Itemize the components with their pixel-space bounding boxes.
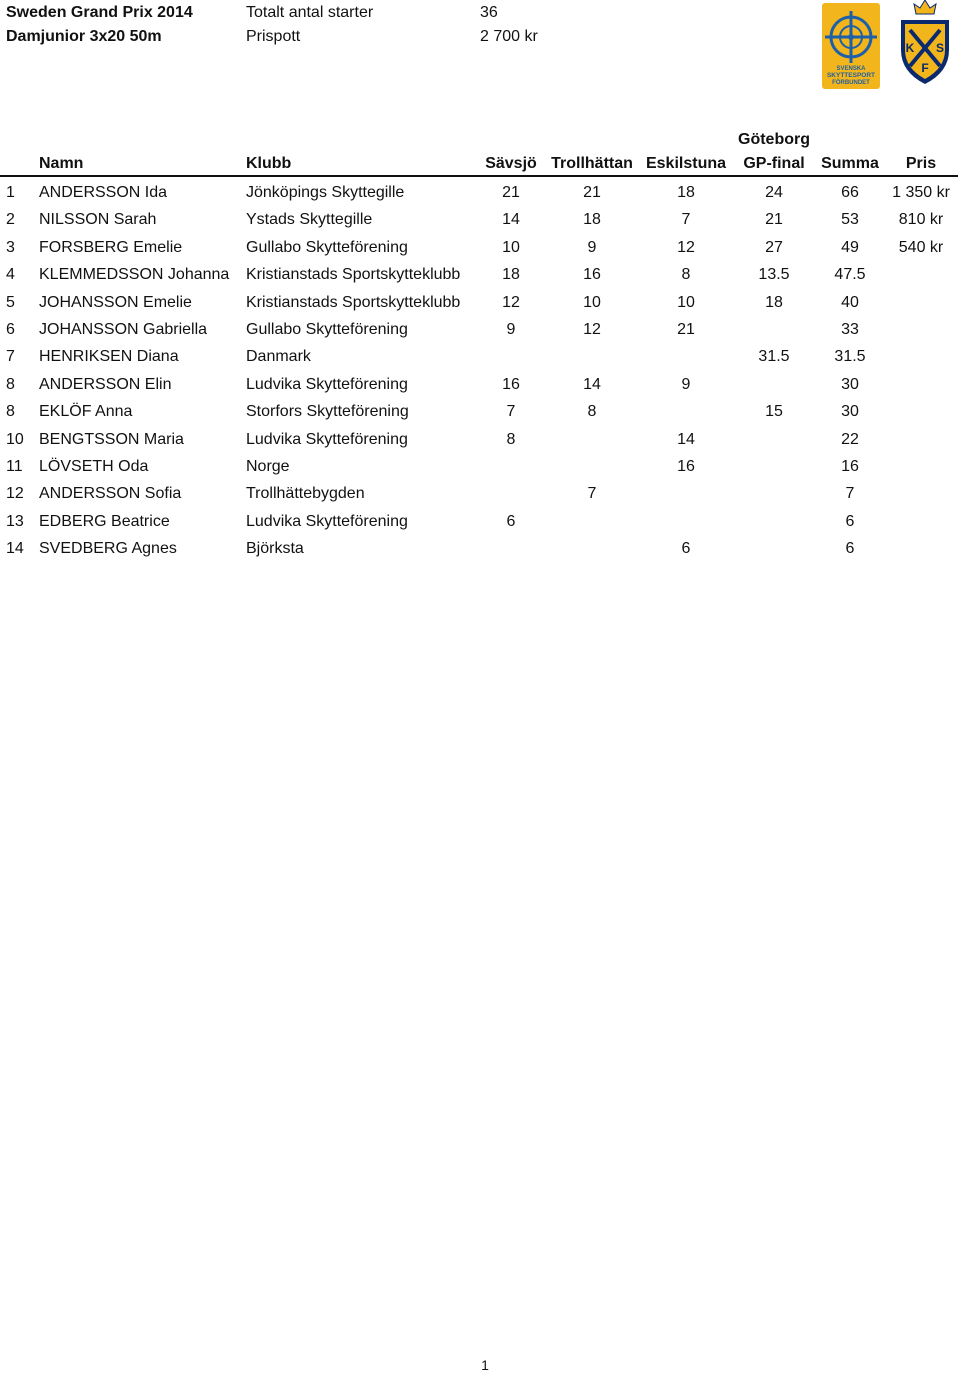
column-header-savsjo: Sävsjö (485, 155, 537, 172)
cell-klubb: Jönköpings Skyttegille (246, 184, 405, 201)
kfs-shield-logo (896, 0, 954, 86)
cell-savsjo: 6 (506, 512, 516, 530)
cell-eskilstuna: 10 (677, 293, 695, 311)
cell-eskilstuna: 6 (681, 540, 691, 558)
cell-rank: 1 (6, 184, 15, 201)
cell-klubb: Kristianstads Sportskytteklubb (246, 293, 461, 311)
column-header-klubb: Klubb (246, 155, 292, 172)
cell-summa: 6 (845, 512, 855, 530)
cell-namn: ANDERSSON Ida (39, 184, 168, 201)
cell-trollhattan: 21 (583, 184, 601, 201)
cell-summa: 6 (845, 540, 855, 558)
cell-rank: 3 (6, 238, 15, 256)
cell-trollhattan: 7 (587, 485, 597, 503)
cell-goteborg: 27 (765, 238, 783, 256)
cell-summa: 47.5 (834, 266, 866, 284)
ssf-logo-text-2: SKYTTESPORT (826, 72, 876, 79)
cell-savsjo: 16 (502, 375, 520, 393)
cell-pris: 1 350 kr (892, 184, 950, 201)
cell-goteborg: 18 (765, 293, 783, 311)
cell-summa: 31.5 (834, 348, 866, 366)
cell-klubb: Ystads Skyttegille (246, 211, 373, 229)
cell-goteborg: 15 (765, 403, 783, 421)
cell-klubb: Gullabo Skytteförening (246, 321, 408, 338)
cell-rank: 5 (6, 293, 15, 311)
kfs-letter-f: F (921, 61, 929, 75)
cell-klubb: Storfors Skytteförening (246, 403, 409, 421)
cell-goteborg: 24 (765, 184, 783, 201)
ssf-logo-text-1: SVENSKA (836, 66, 866, 72)
ssf-logo-text-3: FÖRBUNDET (832, 80, 870, 86)
cell-eskilstuna: 8 (681, 266, 691, 284)
column-header-eskilstuna: Eskilstuna (645, 155, 727, 172)
column-header-namn: Namn (39, 155, 84, 172)
cell-namn: NILSSON Sarah (39, 211, 157, 229)
cell-klubb: Norge (246, 458, 290, 475)
cell-summa: 22 (841, 430, 859, 448)
cell-klubb: Gullabo Skytteförening (246, 238, 408, 256)
cell-rank: 2 (6, 211, 15, 229)
cell-namn: JOHANSSON Emelie (39, 293, 192, 311)
cell-rank: 8 (6, 375, 15, 393)
cell-namn: HENRIKSEN Diana (39, 348, 179, 366)
cell-eskilstuna: 12 (677, 238, 695, 256)
prize-pool-label: Prispott (246, 28, 301, 45)
cell-klubb: Danmark (246, 348, 311, 366)
cell-namn: FORSBERG Emelie (39, 238, 183, 256)
cell-klubb: Björksta (246, 540, 304, 558)
cell-eskilstuna: 18 (677, 184, 695, 201)
cell-summa: 16 (841, 458, 859, 475)
cell-pris: 540 kr (898, 238, 944, 256)
cell-trollhattan: 14 (583, 375, 601, 393)
cell-savsjo: 14 (502, 211, 520, 229)
starters-label: Totalt antal starter (246, 4, 374, 21)
cell-summa: 40 (841, 293, 859, 311)
starters-value: 36 (480, 4, 498, 21)
cell-savsjo: 18 (502, 266, 520, 284)
cell-klubb: Kristianstads Sportskytteklubb (246, 266, 461, 284)
cell-summa: 33 (841, 321, 859, 338)
cell-namn: JOHANSSON Gabriella (39, 321, 208, 338)
kfs-letter-s: S (935, 41, 945, 55)
cell-savsjo: 21 (502, 184, 520, 201)
cell-trollhattan: 9 (587, 238, 597, 256)
cell-rank: 14 (6, 540, 24, 558)
column-header-summa: Summa (821, 155, 879, 172)
cell-rank: 6 (6, 321, 15, 338)
cell-namn: EKLÖF Anna (39, 403, 133, 421)
cell-summa: 30 (841, 375, 859, 393)
column-header-gp-final: GP-final (743, 155, 805, 172)
cell-rank: 12 (6, 485, 24, 503)
cell-summa: 7 (845, 485, 855, 503)
cell-savsjo: 10 (502, 238, 520, 256)
prize-pool-value: 2 700 kr (480, 28, 538, 45)
column-header-trollhattan: Trollhättan (551, 155, 633, 172)
cell-trollhattan: 18 (583, 211, 601, 229)
cell-rank: 11 (6, 458, 23, 475)
cell-namn: ANDERSSON Sofia (39, 485, 182, 503)
cell-summa: 49 (841, 238, 859, 256)
cell-savsjo: 12 (502, 293, 520, 311)
cell-klubb: Trollhättebygden (246, 485, 365, 503)
cell-rank: 13 (6, 512, 24, 530)
cell-eskilstuna: 9 (681, 375, 691, 393)
cell-eskilstuna: 16 (677, 458, 695, 475)
cell-trollhattan: 10 (583, 293, 601, 311)
cell-goteborg: 13.5 (758, 266, 790, 284)
cell-namn: ANDERSSON Elin (39, 375, 172, 393)
cell-eskilstuna: 7 (681, 211, 691, 229)
cell-goteborg: 31.5 (758, 348, 790, 366)
cell-savsjo: 9 (506, 321, 516, 338)
cell-summa: 30 (841, 403, 859, 421)
header-divider (0, 175, 958, 177)
column-header-goteborg: Göteborg (738, 131, 810, 148)
cell-klubb: Ludvika Skytteförening (246, 512, 408, 530)
cell-savsjo: 7 (506, 403, 516, 421)
cell-summa: 66 (841, 184, 859, 201)
cell-namn: SVEDBERG Agnes (39, 540, 177, 558)
cell-namn: LÖVSETH Oda (39, 458, 149, 475)
cell-trollhattan: 16 (583, 266, 601, 284)
cell-summa: 53 (841, 211, 859, 229)
cell-eskilstuna: 21 (677, 321, 695, 338)
cell-rank: 4 (6, 266, 15, 284)
cell-savsjo: 8 (506, 430, 516, 448)
column-header-pris: Pris (905, 155, 937, 172)
kfs-letter-k: K (905, 41, 915, 55)
svenska-skyttesport-forbundet-logo (822, 3, 880, 89)
cell-rank: 7 (6, 348, 15, 366)
cell-eskilstuna: 14 (677, 430, 695, 448)
page-number: 1 (481, 1357, 489, 1373)
cell-pris: 810 kr (898, 211, 944, 229)
cell-namn: EDBERG Beatrice (39, 512, 170, 530)
cell-rank: 10 (6, 430, 24, 448)
cell-namn: BENGTSSON Maria (39, 430, 184, 448)
cell-namn: KLEMMEDSSON Johanna (39, 266, 230, 284)
cell-rank: 8 (6, 403, 15, 421)
cell-klubb: Ludvika Skytteförening (246, 430, 408, 448)
cell-trollhattan: 12 (583, 321, 601, 338)
competition-title: Sweden Grand Prix 2014 (6, 4, 193, 21)
cell-goteborg: 21 (765, 211, 783, 229)
class-title: Damjunior 3x20 50m (6, 28, 162, 45)
cell-trollhattan: 8 (587, 403, 597, 421)
cell-klubb: Ludvika Skytteförening (246, 375, 408, 393)
